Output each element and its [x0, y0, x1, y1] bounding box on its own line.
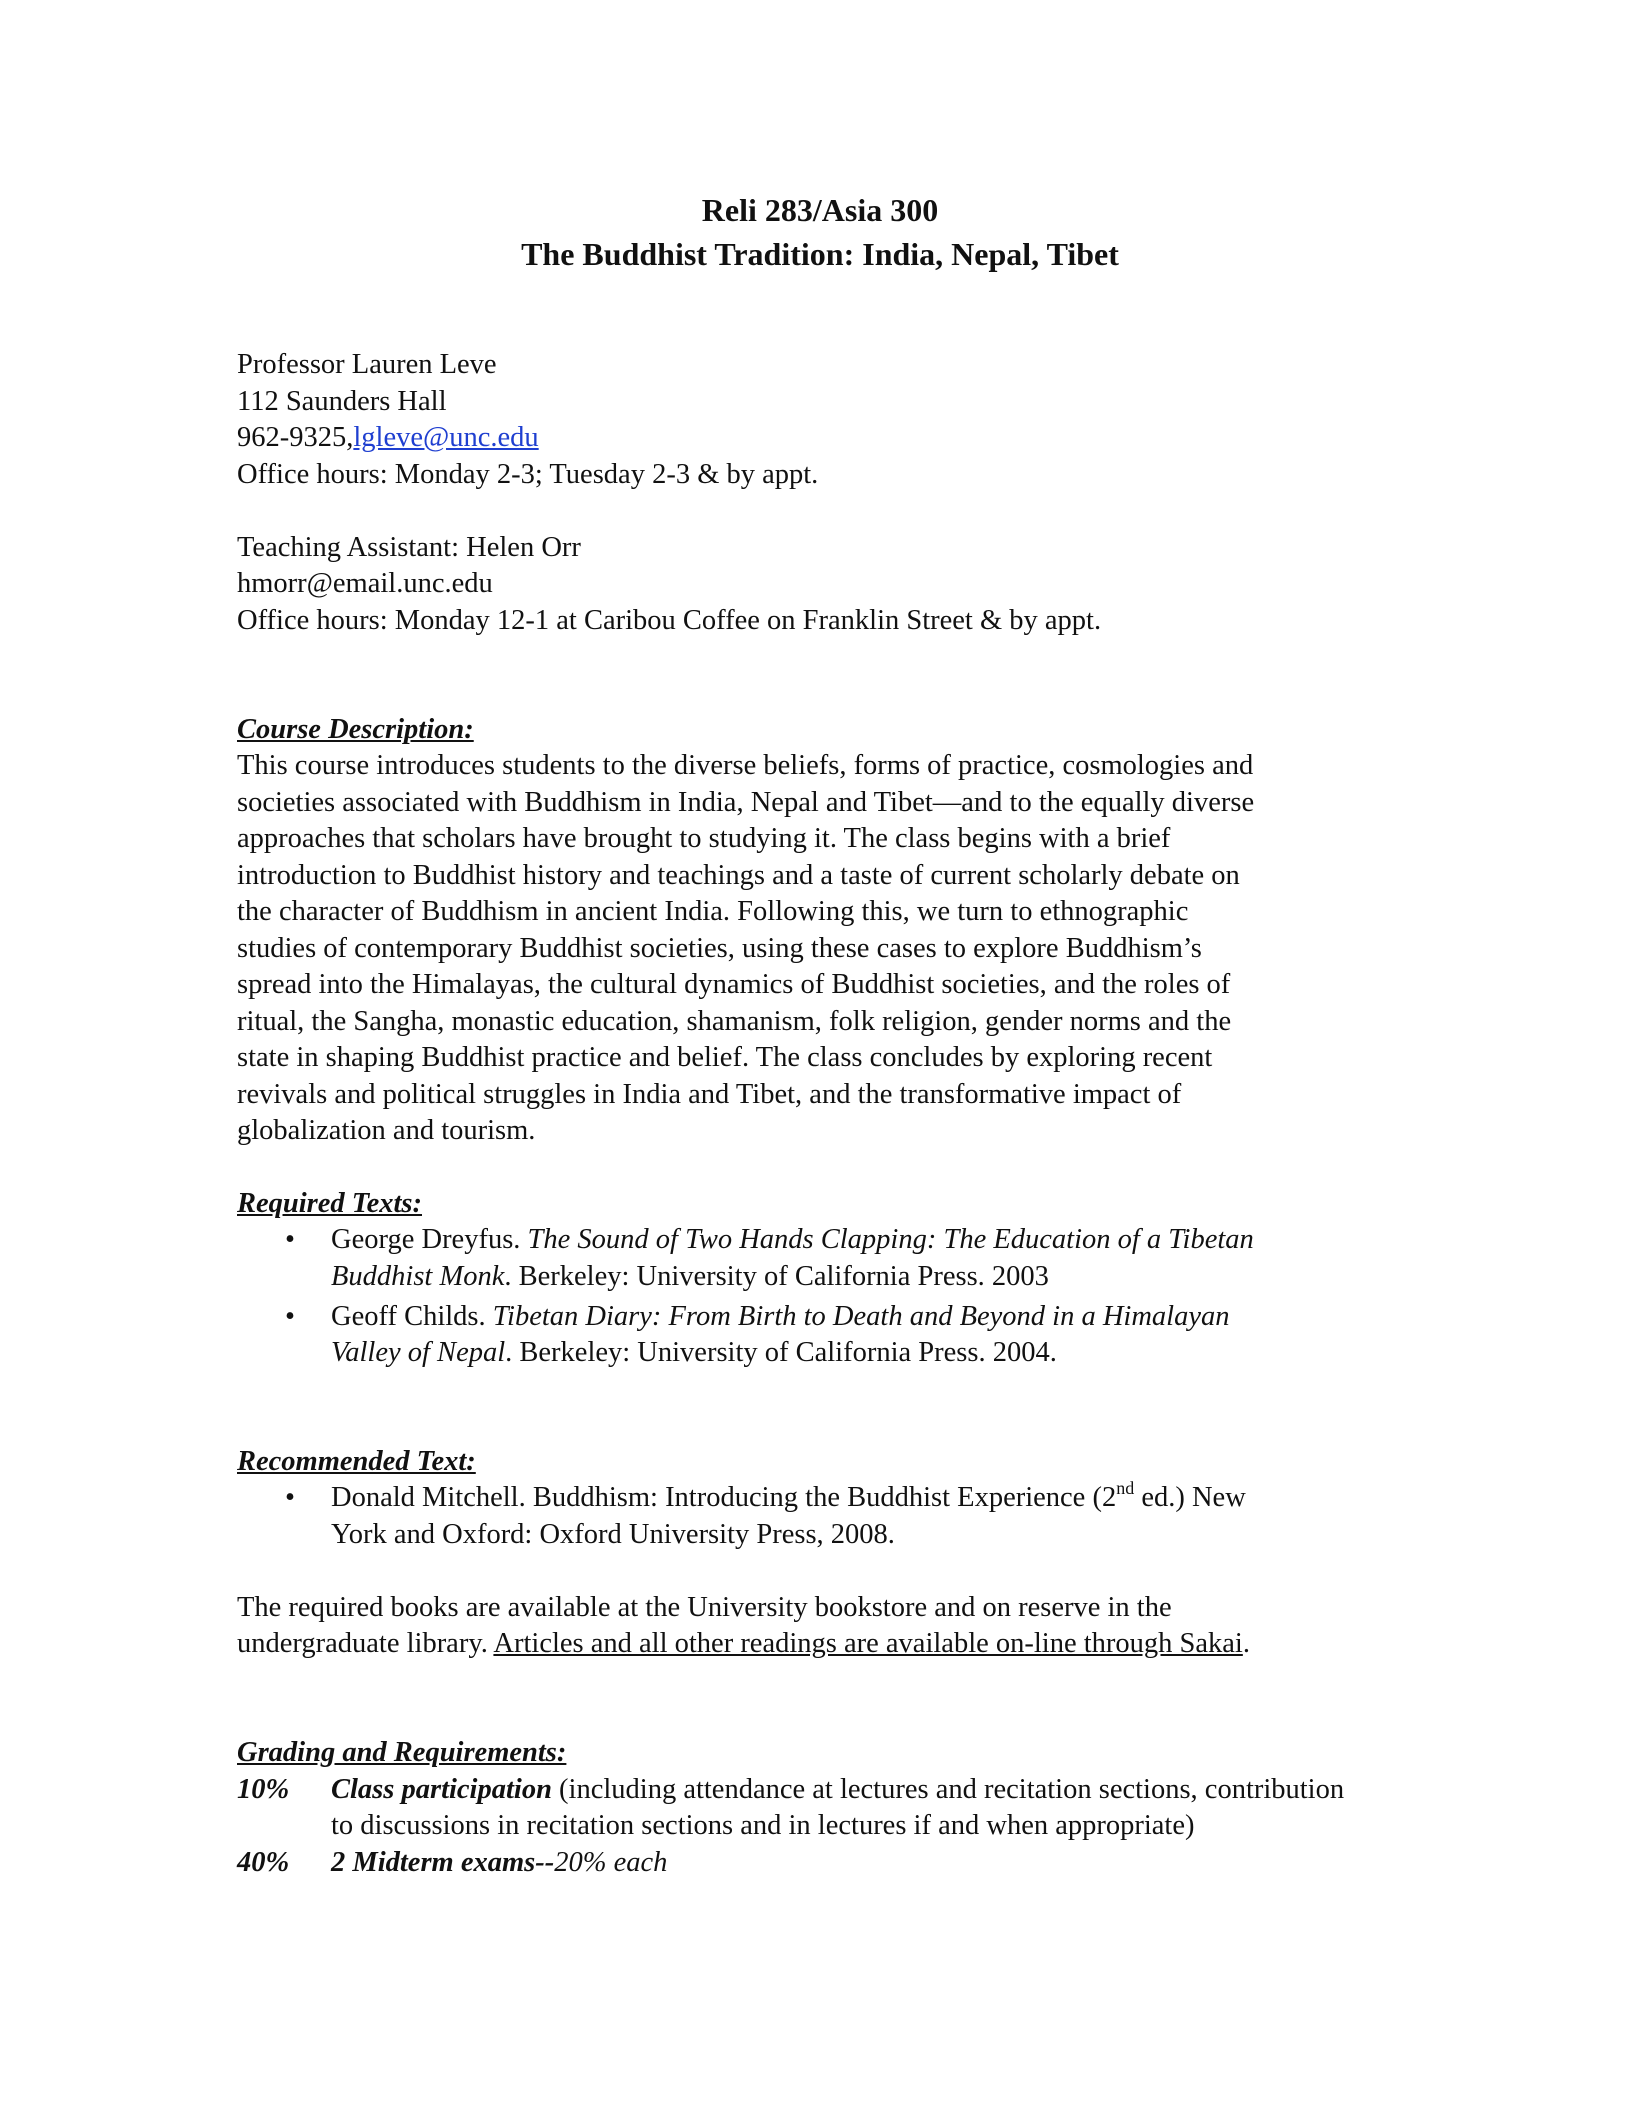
course-description-line: This course introduces students to the diverse beliefs, forms of practice, cosmologies and: [237, 750, 1254, 781]
recommended-text-line: Donald Mitchell. Buddhism: Introducing the Buddhist Experience (2: [331, 1482, 1117, 1513]
course-description-line: state in shaping Buddhist practice and belief. The class concludes by exploring recent: [237, 1042, 1213, 1073]
recommended-text-heading: Recommended Text:: [237, 1446, 476, 1477]
required-text-title: Tibetan Diary: From Birth to Death and Beyond in a Himalayan: [492, 1301, 1230, 1332]
course-description-line: introduction to Buddhist history and teachings and a taste of current scholarly debate on: [237, 860, 1240, 891]
bullet-icon: •: [285, 1482, 295, 1513]
course-description-line: approaches that scholars have brought to studying it. The class begins with a brief: [237, 823, 1171, 854]
grading-item-label: 2 Midterm exams--: [331, 1847, 555, 1878]
required-text-title: The Sound of Two Hands Clapping: The Education of a Tibetan: [527, 1224, 1254, 1255]
course-description-line: the character of Buddhism in ancient India. Following this, we turn to ethnographic: [237, 896, 1189, 927]
required-text-publisher: . Berkeley: University of California Press. 2003: [504, 1261, 1049, 1292]
ta-email: hmorr@email.unc.edu: [237, 568, 493, 599]
course-description-heading: Course Description:: [237, 714, 474, 745]
required-text-item: [331, 1222, 1254, 1259]
grading-item: [331, 1772, 1344, 1809]
grading-item-label: Class participation: [331, 1774, 552, 1805]
recommended-text-item-cont: York and Oxford: Oxford University Press, 2008.: [331, 1519, 895, 1550]
course-code: Reli 283/Asia 300: [701, 192, 939, 228]
instructor-email-link[interactable]: lgleve@unc.edu: [353, 422, 539, 453]
course-description-line: studies of contemporary Buddhist societies, using these cases to explore Buddhism’s: [237, 933, 1202, 964]
recommended-text-item: [331, 1480, 1246, 1517]
grading-percent: 40%: [237, 1847, 290, 1878]
availability-line: [237, 1626, 1250, 1663]
recommended-text-superscript: nd: [1116, 1478, 1135, 1498]
course-description-line: globalization and tourism.: [237, 1115, 536, 1146]
instructor-name: Professor Lauren Leve: [237, 349, 497, 380]
availability-line: The required books are available at the University bookstore and on reserve in the: [237, 1592, 1172, 1623]
course-description-line: ritual, the Sangha, monastic education, shamanism, folk religion, gender norms and the: [237, 1006, 1232, 1037]
course-description-line: spread into the Himalayas, the cultural dynamics of Buddhist societies, and the roles of: [237, 969, 1231, 1000]
grading-item: [331, 1845, 667, 1882]
required-text-author: Geoff Childs.: [331, 1301, 493, 1332]
ta-name: Teaching Assistant: Helen Orr: [237, 532, 581, 563]
instructor-office: 112 Saunders Hall: [237, 386, 447, 417]
required-text-title-cont: Valley of Nepal: [331, 1337, 506, 1368]
bullet-icon: •: [285, 1224, 295, 1255]
instructor-contact: [237, 420, 539, 457]
required-text-item-cont: [331, 1335, 1057, 1372]
required-text-publisher: . Berkeley: University of California Press. 2004.: [505, 1337, 1057, 1368]
grading-percent: 10%: [237, 1774, 290, 1805]
availability-text: undergraduate library.: [237, 1628, 494, 1659]
sakai-readings-link[interactable]: Articles and all other readings are available on-line through Sakai: [493, 1628, 1243, 1659]
required-text-item-cont: [331, 1259, 1049, 1296]
instructor-phone: 962-9325,: [237, 422, 354, 453]
bullet-icon: •: [285, 1301, 295, 1332]
course-description-line: revivals and political struggles in India and Tibet, and the transformative impact of: [237, 1079, 1182, 1110]
required-text-title-cont: Buddhist Monk: [331, 1261, 505, 1292]
instructor-hours: Office hours: Monday 2-3; Tuesday 2-3 & by appt.: [237, 459, 819, 490]
recommended-text-line-end: ed.) New: [1134, 1482, 1246, 1513]
required-text-item: [331, 1299, 1229, 1336]
availability-end: .: [1242, 1628, 1250, 1659]
grading-heading: Grading and Requirements:: [237, 1737, 567, 1768]
course-title: The Buddhist Tradition: India, Nepal, Tibet: [521, 236, 1119, 272]
grading-item-desc: (including attendance at lectures and recitation sections, contribution: [551, 1774, 1345, 1805]
grading-item-desc-cont: to discussions in recitation sections and in lectures if and when appropriate): [331, 1810, 1195, 1841]
required-text-author: George Dreyfus.: [331, 1224, 528, 1255]
required-texts-heading: Required Texts:: [237, 1188, 422, 1219]
ta-hours: Office hours: Monday 12-1 at Caribou Coffee on Franklin Street & by appt.: [237, 605, 1102, 636]
grading-item-desc: 20% each: [554, 1847, 668, 1878]
course-description-line: societies associated with Buddhism in India, Nepal and Tibet—and to the equally diverse: [237, 787, 1255, 818]
